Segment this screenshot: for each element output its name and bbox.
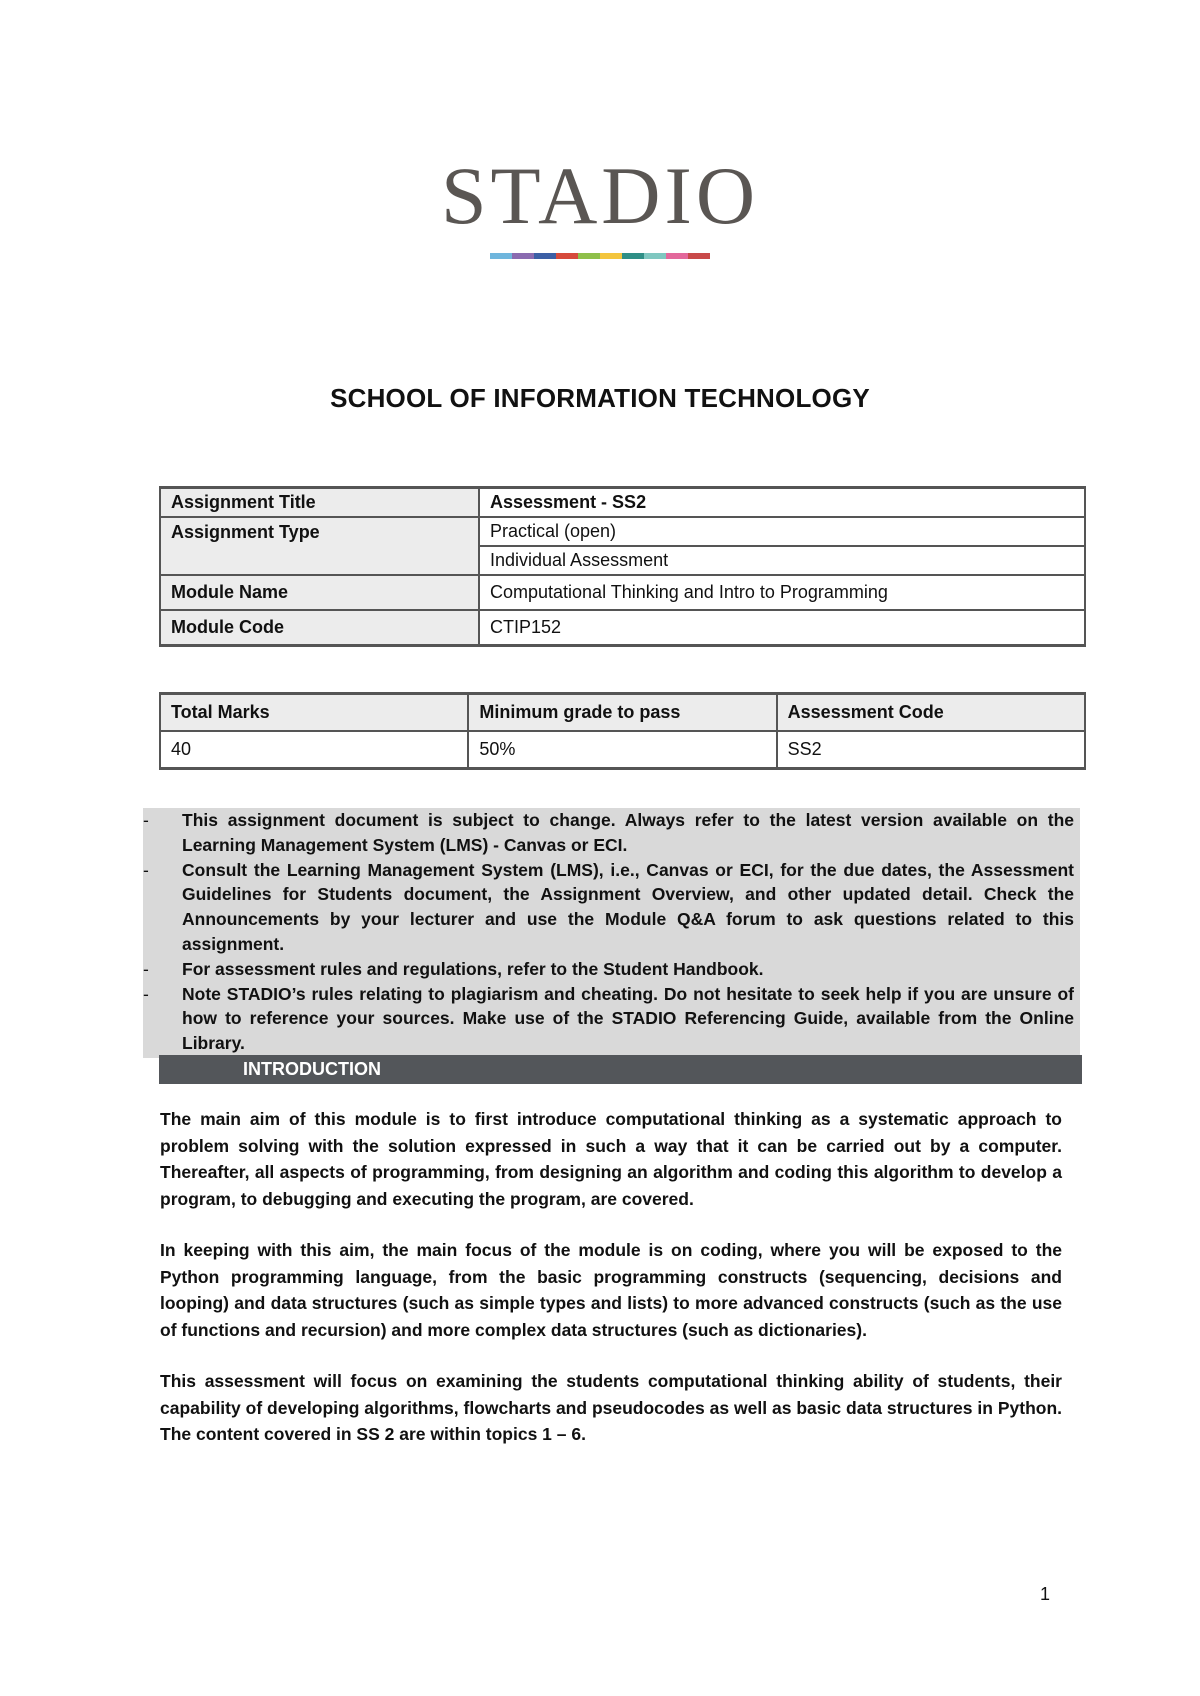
module-code-label: Module Code xyxy=(160,610,479,646)
logo-bar-segment xyxy=(490,253,512,259)
note-text: This assignment document is subject to change. Always refer to the latest version available on the Learning Management System (LMS) - Canvas or ECI. xyxy=(182,810,1074,855)
assignment-type-value-2: Individual Assessment xyxy=(479,546,1085,575)
marks-table xyxy=(159,692,1086,770)
logo-bar-segment xyxy=(666,253,688,259)
assignment-info-table xyxy=(159,486,1086,647)
notes-box xyxy=(143,808,1080,1058)
minimum-grade-value: 50% xyxy=(468,731,776,769)
paragraph: In keeping with this aim, the main focus of the module is on coding, where you will be exposed to the Python programming language, from the basic programming constructs (sequencing, decisions and looping) and data structures (such as simple types and lists) to more advanced constructs (such as the use of functions and recursion) and more complex data structures (such as dictionaries). xyxy=(160,1240,1062,1340)
module-name-label: Module Name xyxy=(160,575,479,610)
module-code-value: CTIP152 xyxy=(479,610,1085,646)
paragraph: This assessment will focus on examining the students computational thinking ability of students, their capability of developing algorithms, flowcharts and pseudocodes as well as basic data structures in Python. The content covered in SS 2 are within topics 1 – 6. xyxy=(160,1371,1062,1444)
table-header-row xyxy=(160,694,1085,732)
assessment-code-header: Assessment Code xyxy=(777,694,1085,732)
note-text: Consult the Learning Management System (LMS), i.e., Canvas or ECI, for the due dates, the Assessment Guidelines for Students document, the Assignment Overview, and other updated detail. Check the Announcements by your lecturer and use the Module Q&A forum to ask questions related to this assignment. xyxy=(182,859,1074,954)
list-item xyxy=(143,957,1080,982)
page-number: 1 xyxy=(1040,1584,1051,1604)
table-row xyxy=(160,546,1085,575)
logo-bar-segment xyxy=(512,253,534,259)
introduction-section-bar xyxy=(159,1055,1082,1084)
module-name-value: Computational Thinking and Intro to Programming xyxy=(479,575,1085,610)
school-heading: SCHOOL OF INFORMATION TECHNOLOGY xyxy=(330,383,870,413)
logo-bar-segment xyxy=(534,253,556,259)
introduction-body xyxy=(160,1106,1062,1473)
assignment-title-label: Assignment Title xyxy=(160,488,479,518)
table-row xyxy=(160,488,1085,518)
bullet-dash: - xyxy=(143,859,149,880)
table-row xyxy=(160,575,1085,610)
bullet-dash: - xyxy=(143,983,149,1004)
section-title: INTRODUCTION xyxy=(243,1059,381,1079)
minimum-grade-header: Minimum grade to pass xyxy=(468,694,776,732)
logo-bar-segment xyxy=(644,253,666,259)
table-row xyxy=(160,610,1085,646)
logo-bar-segment xyxy=(622,253,644,259)
logo-bar-segment xyxy=(556,253,578,259)
list-item xyxy=(143,858,1080,957)
assignment-type-value: Practical (open) xyxy=(479,517,1085,546)
logo-bar-segment xyxy=(600,253,622,259)
total-marks-header: Total Marks xyxy=(160,694,468,732)
logo-bar-segment xyxy=(688,253,710,259)
bullet-dash: - xyxy=(143,810,149,830)
assessment-code-value: SS2 xyxy=(777,731,1085,769)
bullet-dash: - xyxy=(143,958,149,979)
total-marks-value: 40 xyxy=(160,731,468,769)
logo-bar-segment xyxy=(578,253,600,259)
list-item xyxy=(143,982,1080,1056)
list-item xyxy=(143,808,1080,858)
assignment-type-label: Assignment Type xyxy=(160,517,479,546)
paragraph: The main aim of this module is to first introduce computational thinking as a systematic approach to problem solving with the solution expressed in such a way that it can be carried out by a computer. Thereafter, all aspects of programming, from designing an algorithm and coding this algorithm to develop a program, to debugging and executing the program, are covered. xyxy=(160,1109,1062,1209)
logo-wordmark: STADIO xyxy=(440,150,760,241)
assignment-title-value: Assessment - SS2 xyxy=(479,488,1085,518)
table-row xyxy=(160,731,1085,769)
table-row xyxy=(160,517,1085,546)
stadio-logo xyxy=(365,145,835,270)
note-text: Note STADIO’s rules relating to plagiarism and cheating. Do not hesitate to seek help if you are unsure of how to reference your sources. Make use of the STADIO Referencing Guide, available from the Online Library. xyxy=(182,983,1074,1054)
assignment-type-label-continued xyxy=(160,546,479,575)
note-text: For assessment rules and regulations, refer to the Student Handbook. xyxy=(182,958,764,979)
logo-color-bar xyxy=(365,253,835,259)
